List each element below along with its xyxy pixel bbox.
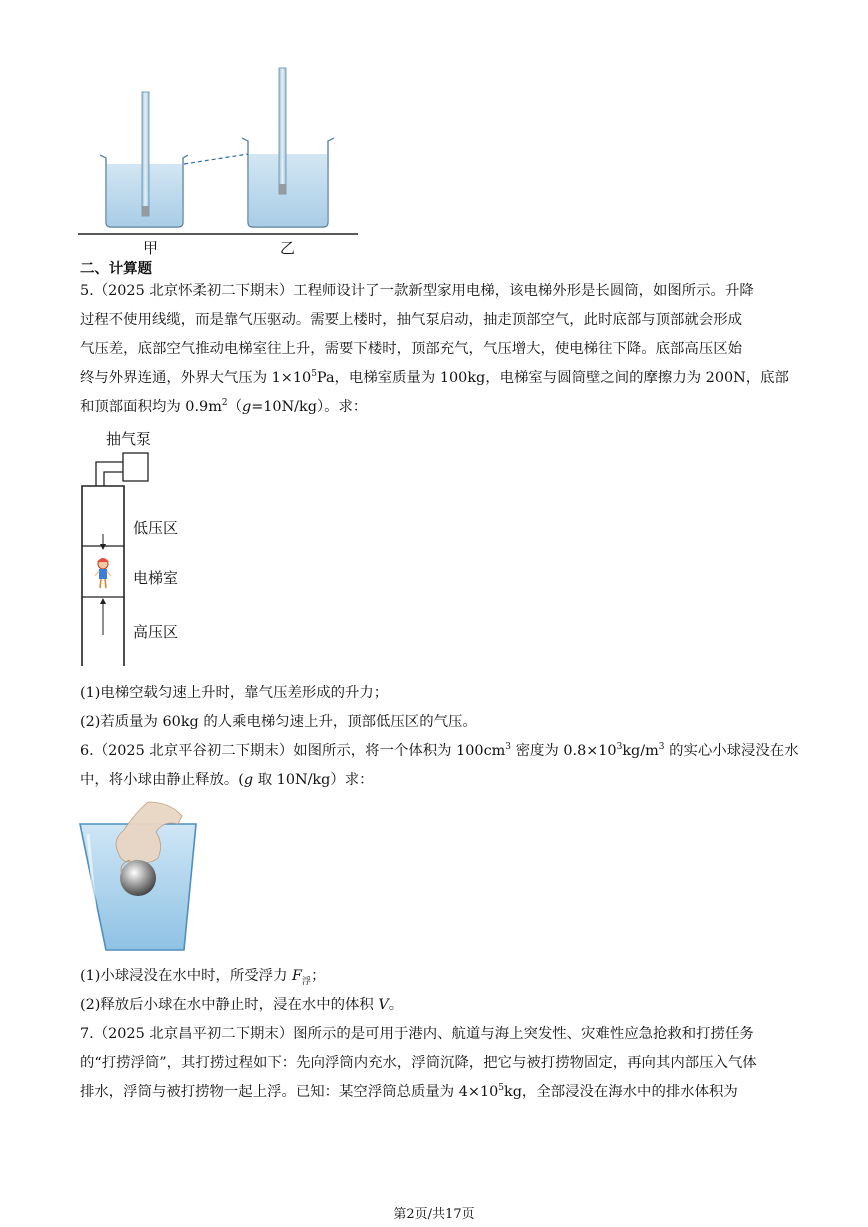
q7-line-3: 排水，浮筒与被打捞物一起上浮。已知：某空浮筒总质量为 $4\times 10^5kg$，全部浸没在海水中的排水体积为 [80, 1083, 738, 1100]
q5-sub-1: (1)电梯空载匀速上升时，靠气压差形成的升力； [80, 685, 389, 701]
q6-sub-1: (1)小球浸没在水中时，所受浮力 $F_浮$； [80, 968, 326, 987]
q5-line-5: 和顶部面积均为 $0.9m^2(g=10N/kg)$。求： [80, 398, 368, 415]
q5-line-4: 终与外界连通，外界大气压为 $1\times 10^5Pa$，电梯室质量为 100kg，电梯室与圆筒壁之间的摩擦力为 200N，底部 [80, 369, 789, 386]
beaker-left [100, 92, 188, 227]
page-footer: 第2页/共17页 [393, 1207, 475, 1222]
q6-line-1: 6.（2025 北京平谷初二下期末）如图所示，将一个体积为 $100cm^3$ 密度为 $0.8\times 10^3kg/m^3$ 的实心小球浸没在水 [80, 742, 799, 759]
q5-line-1: 5.（2025 北京怀柔初二下期末）工程师设计了一款新型家用电梯，该电梯外形是长圆筒，如图所示。升降 [80, 283, 754, 299]
beaker-right [242, 68, 334, 227]
q6-sub-2: (2)释放后小球在水中静止时，浸在水中的体积 V。 [80, 997, 404, 1013]
beaker-label-right: 乙 [280, 239, 296, 257]
beaker-label-left: 甲 [143, 239, 159, 257]
elevator-label-low: 低压区 [133, 519, 179, 537]
q6-line-2: 中，将小球由静止释放。(g 取 10N/kg）求： [80, 772, 374, 788]
elevator-label-pump: 抽气泵 [106, 430, 152, 448]
q5-sub-2: (2)若质量为 60kg 的人乘电梯匀速上升，顶部低压区的气压。 [80, 714, 477, 730]
q7-line-1: 7.（2025 北京昌平初二下期末）图所示的是可用于港内、航道与海上突发性、灾难性应急抢救和打捞任务 [80, 1026, 754, 1042]
elevator-label-cabin: 电梯室 [133, 569, 179, 587]
section-heading: 二、计算题 [80, 261, 152, 277]
cup-ball-figure [78, 800, 198, 952]
beakers-figure [78, 62, 360, 240]
elevator-label-high: 高压区 [133, 623, 179, 641]
q5-line-3: 气压差，底部空气推动电梯室往上升，需要下楼时，顶部充气，气压增大，使电梯往下降。底部高压区始 [80, 341, 742, 357]
q7-line-2: 的“打捞浮筒”，其打捞过程如下：先向浮筒内充水，浮筒沉降，把它与被打捞物固定，再向其内部压入气体 [80, 1055, 757, 1071]
q5-line-2: 过程不使用线缆，而是靠气压驱动。需要上楼时，抽气泵启动，抽走顶部空气，此时底部与顶部就会形成 [80, 312, 742, 328]
